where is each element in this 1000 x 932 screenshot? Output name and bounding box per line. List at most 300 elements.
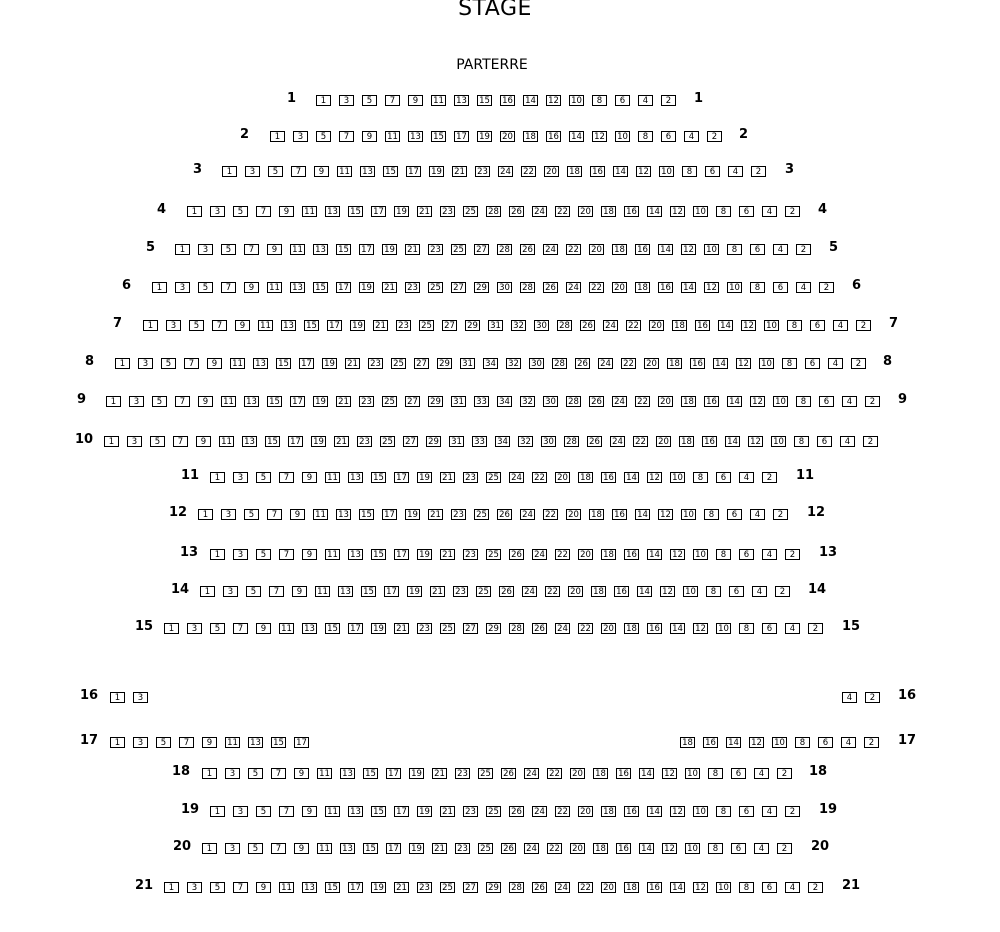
seat[interactable]: 9 [302, 549, 317, 560]
seat[interactable]: 25 [486, 806, 501, 817]
seat[interactable]: 10 [569, 95, 584, 106]
seat[interactable]: 23 [455, 843, 470, 854]
seat[interactable]: 30 [529, 358, 544, 369]
seat[interactable]: 14 [639, 768, 654, 779]
seat[interactable]: 24 [555, 623, 570, 634]
seat[interactable]: 16 [601, 472, 616, 483]
seat[interactable]: 11 [219, 436, 234, 447]
seat[interactable]: 2 [851, 358, 866, 369]
seat[interactable]: 12 [681, 244, 696, 255]
seat[interactable]: 18 [593, 843, 608, 854]
seat[interactable]: 8 [682, 166, 697, 177]
seat[interactable]: 19 [477, 131, 492, 142]
seat[interactable]: 15 [325, 882, 340, 893]
seat[interactable]: 13 [242, 436, 257, 447]
seat[interactable]: 4 [842, 396, 857, 407]
seat[interactable]: 10 [716, 623, 731, 634]
seat[interactable]: 8 [708, 768, 723, 779]
seat[interactable]: 4 [739, 472, 754, 483]
seat[interactable]: 15 [276, 358, 291, 369]
seat[interactable]: 23 [359, 396, 374, 407]
seat[interactable]: 1 [164, 623, 179, 634]
seat[interactable]: 2 [751, 166, 766, 177]
seat[interactable]: 23 [405, 282, 420, 293]
seat[interactable]: 23 [368, 358, 383, 369]
seat[interactable]: 3 [233, 549, 248, 560]
seat[interactable]: 9 [235, 320, 250, 331]
seat[interactable]: 19 [405, 509, 420, 520]
seat[interactable]: 4 [828, 358, 843, 369]
seat[interactable]: 25 [440, 623, 455, 634]
seat[interactable]: 31 [449, 436, 464, 447]
seat[interactable]: 22 [635, 396, 650, 407]
seat[interactable]: 18 [680, 737, 695, 748]
seat[interactable]: 5 [268, 166, 283, 177]
seat[interactable]: 12 [741, 320, 756, 331]
seat[interactable]: 2 [796, 244, 811, 255]
seat[interactable]: 29 [474, 282, 489, 293]
seat[interactable]: 5 [316, 131, 331, 142]
seat[interactable]: 20 [555, 472, 570, 483]
seat[interactable]: 13 [454, 95, 469, 106]
seat[interactable]: 17 [359, 244, 374, 255]
seat[interactable]: 23 [455, 768, 470, 779]
seat[interactable]: 28 [509, 623, 524, 634]
seat[interactable]: 9 [207, 358, 222, 369]
seat[interactable]: 22 [578, 623, 593, 634]
seat[interactable]: 2 [762, 472, 777, 483]
seat[interactable]: 22 [626, 320, 641, 331]
seat[interactable]: 4 [754, 843, 769, 854]
seat[interactable]: 13 [302, 623, 317, 634]
seat[interactable]: 13 [338, 586, 353, 597]
seat[interactable]: 16 [703, 737, 718, 748]
seat[interactable]: 16 [614, 586, 629, 597]
seat[interactable]: 3 [223, 586, 238, 597]
seat[interactable]: 26 [587, 436, 602, 447]
seat[interactable]: 10 [693, 549, 708, 560]
seat[interactable]: 2 [785, 806, 800, 817]
seat[interactable]: 7 [175, 396, 190, 407]
seat[interactable]: 5 [233, 206, 248, 217]
seat[interactable]: 7 [271, 843, 286, 854]
seat[interactable]: 4 [841, 737, 856, 748]
seat[interactable]: 12 [592, 131, 607, 142]
seat[interactable]: 20 [568, 586, 583, 597]
seat[interactable]: 6 [727, 509, 742, 520]
seat[interactable]: 20 [578, 806, 593, 817]
seat[interactable]: 24 [524, 843, 539, 854]
seat[interactable]: 8 [716, 806, 731, 817]
seat[interactable]: 10 [693, 806, 708, 817]
seat[interactable]: 13 [253, 358, 268, 369]
seat[interactable]: 15 [361, 586, 376, 597]
seat[interactable]: 16 [702, 436, 717, 447]
seat[interactable]: 31 [488, 320, 503, 331]
seat[interactable]: 19 [311, 436, 326, 447]
seat[interactable]: 28 [557, 320, 572, 331]
seat[interactable]: 9 [292, 586, 307, 597]
seat[interactable]: 22 [547, 768, 562, 779]
seat[interactable]: 1 [187, 206, 202, 217]
seat[interactable]: 1 [210, 549, 225, 560]
seat[interactable]: 5 [244, 509, 259, 520]
seat[interactable]: 12 [546, 95, 561, 106]
seat[interactable]: 25 [419, 320, 434, 331]
seat[interactable]: 24 [532, 549, 547, 560]
seat[interactable]: 20 [649, 320, 664, 331]
seat[interactable]: 30 [497, 282, 512, 293]
seat[interactable]: 13 [340, 768, 355, 779]
seat[interactable]: 18 [578, 472, 593, 483]
seat[interactable]: 5 [210, 882, 225, 893]
seat[interactable]: 10 [615, 131, 630, 142]
seat[interactable]: 20 [658, 396, 673, 407]
seat[interactable]: 2 [777, 843, 792, 854]
seat[interactable]: 6 [739, 806, 754, 817]
seat[interactable]: 11 [337, 166, 352, 177]
seat[interactable]: 16 [616, 768, 631, 779]
seat[interactable]: 8 [727, 244, 742, 255]
seat[interactable]: 13 [325, 206, 340, 217]
seat[interactable]: 5 [248, 843, 263, 854]
seat[interactable]: 18 [589, 509, 604, 520]
seat[interactable]: 9 [198, 396, 213, 407]
seat[interactable]: 25 [476, 586, 491, 597]
seat[interactable]: 5 [152, 396, 167, 407]
seat[interactable]: 6 [731, 843, 746, 854]
seat[interactable]: 23 [396, 320, 411, 331]
seat[interactable]: 24 [610, 436, 625, 447]
seat[interactable]: 15 [304, 320, 319, 331]
seat[interactable]: 23 [417, 623, 432, 634]
seat[interactable]: 16 [616, 843, 631, 854]
seat[interactable]: 3 [138, 358, 153, 369]
seat[interactable]: 26 [509, 206, 524, 217]
seat[interactable]: 16 [635, 244, 650, 255]
seat[interactable]: 4 [842, 692, 857, 703]
seat[interactable]: 11 [290, 244, 305, 255]
seat[interactable]: 10 [727, 282, 742, 293]
seat[interactable]: 13 [248, 737, 263, 748]
seat[interactable]: 7 [279, 472, 294, 483]
seat[interactable]: 20 [644, 358, 659, 369]
seat[interactable]: 13 [348, 549, 363, 560]
seat[interactable]: 18 [523, 131, 538, 142]
seat[interactable]: 3 [187, 882, 202, 893]
seat[interactable]: 20 [566, 509, 581, 520]
seat[interactable]: 6 [739, 206, 754, 217]
seat[interactable]: 4 [750, 509, 765, 520]
seat[interactable]: 7 [256, 206, 271, 217]
seat[interactable]: 4 [638, 95, 653, 106]
seat[interactable]: 10 [693, 206, 708, 217]
seat[interactable]: 7 [267, 509, 282, 520]
seat[interactable]: 26 [532, 623, 547, 634]
seat[interactable]: 1 [270, 131, 285, 142]
seat[interactable]: 23 [451, 509, 466, 520]
seat[interactable]: 14 [718, 320, 733, 331]
seat[interactable]: 17 [299, 358, 314, 369]
seat[interactable]: 17 [394, 549, 409, 560]
seat[interactable]: 7 [279, 549, 294, 560]
seat[interactable]: 16 [546, 131, 561, 142]
seat[interactable]: 6 [731, 768, 746, 779]
seat[interactable]: 13 [336, 509, 351, 520]
seat[interactable]: 21 [452, 166, 467, 177]
seat[interactable]: 29 [486, 882, 501, 893]
seat[interactable]: 1 [198, 509, 213, 520]
seat[interactable]: 15 [348, 206, 363, 217]
seat[interactable]: 7 [339, 131, 354, 142]
seat[interactable]: 27 [451, 282, 466, 293]
seat[interactable]: 8 [794, 436, 809, 447]
seat[interactable]: 21 [345, 358, 360, 369]
seat[interactable]: 12 [670, 549, 685, 560]
seat[interactable]: 2 [707, 131, 722, 142]
seat[interactable]: 1 [106, 396, 121, 407]
seat[interactable]: 3 [198, 244, 213, 255]
seat[interactable]: 21 [428, 509, 443, 520]
seat[interactable]: 12 [670, 206, 685, 217]
seat[interactable]: 27 [463, 623, 478, 634]
seat[interactable]: 15 [371, 549, 386, 560]
seat[interactable]: 28 [509, 882, 524, 893]
seat[interactable]: 3 [233, 806, 248, 817]
seat[interactable]: 10 [772, 737, 787, 748]
seat[interactable]: 16 [690, 358, 705, 369]
seat[interactable]: 14 [670, 623, 685, 634]
seat[interactable]: 26 [499, 586, 514, 597]
seat[interactable]: 12 [693, 882, 708, 893]
seat[interactable]: 29 [486, 623, 501, 634]
seat[interactable]: 11 [317, 768, 332, 779]
seat[interactable]: 7 [221, 282, 236, 293]
seat[interactable]: 1 [104, 436, 119, 447]
seat[interactable]: 17 [288, 436, 303, 447]
seat[interactable]: 29 [465, 320, 480, 331]
seat[interactable]: 17 [336, 282, 351, 293]
seat[interactable]: 22 [555, 806, 570, 817]
seat[interactable]: 18 [593, 768, 608, 779]
seat[interactable]: 9 [244, 282, 259, 293]
seat[interactable]: 14 [713, 358, 728, 369]
seat[interactable]: 21 [405, 244, 420, 255]
seat[interactable]: 13 [360, 166, 375, 177]
seat[interactable]: 25 [474, 509, 489, 520]
seat[interactable]: 11 [325, 806, 340, 817]
seat[interactable]: 17 [386, 843, 401, 854]
seat[interactable]: 14 [635, 509, 650, 520]
seat[interactable]: 27 [405, 396, 420, 407]
seat[interactable]: 24 [543, 244, 558, 255]
seat[interactable]: 16 [704, 396, 719, 407]
seat[interactable]: 15 [383, 166, 398, 177]
seat[interactable]: 17 [406, 166, 421, 177]
seat[interactable]: 13 [348, 806, 363, 817]
seat[interactable]: 20 [601, 623, 616, 634]
seat[interactable]: 12 [749, 737, 764, 748]
seat[interactable]: 21 [440, 472, 455, 483]
seat[interactable]: 26 [509, 549, 524, 560]
seat[interactable]: 8 [795, 737, 810, 748]
seat[interactable]: 28 [520, 282, 535, 293]
seat[interactable]: 18 [567, 166, 582, 177]
seat[interactable]: 34 [483, 358, 498, 369]
seat[interactable]: 26 [497, 509, 512, 520]
seat[interactable]: 23 [463, 549, 478, 560]
seat[interactable]: 18 [681, 396, 696, 407]
seat[interactable]: 7 [179, 737, 194, 748]
seat[interactable]: 15 [325, 623, 340, 634]
seat[interactable]: 15 [363, 768, 378, 779]
seat[interactable]: 22 [566, 244, 581, 255]
seat[interactable]: 3 [175, 282, 190, 293]
seat[interactable]: 19 [313, 396, 328, 407]
seat[interactable]: 7 [173, 436, 188, 447]
seat[interactable]: 26 [520, 244, 535, 255]
seat[interactable]: 18 [601, 806, 616, 817]
seat[interactable]: 1 [175, 244, 190, 255]
seat[interactable]: 11 [315, 586, 330, 597]
seat[interactable]: 2 [773, 509, 788, 520]
seat[interactable]: 25 [382, 396, 397, 407]
seat[interactable]: 19 [409, 843, 424, 854]
seat[interactable]: 15 [371, 806, 386, 817]
seat[interactable]: 11 [385, 131, 400, 142]
seat[interactable]: 6 [750, 244, 765, 255]
seat[interactable]: 12 [660, 586, 675, 597]
seat[interactable]: 12 [658, 509, 673, 520]
seat[interactable]: 25 [391, 358, 406, 369]
seat[interactable]: 9 [279, 206, 294, 217]
seat[interactable]: 32 [518, 436, 533, 447]
seat[interactable]: 16 [624, 549, 639, 560]
seat[interactable]: 3 [127, 436, 142, 447]
seat[interactable]: 32 [506, 358, 521, 369]
seat[interactable]: 10 [683, 586, 698, 597]
seat[interactable]: 12 [662, 768, 677, 779]
seat[interactable]: 25 [486, 549, 501, 560]
seat[interactable]: 22 [547, 843, 562, 854]
seat[interactable]: 3 [133, 737, 148, 748]
seat[interactable]: 5 [189, 320, 204, 331]
seat[interactable]: 24 [532, 806, 547, 817]
seat[interactable]: 7 [233, 623, 248, 634]
seat[interactable]: 29 [437, 358, 452, 369]
seat[interactable]: 6 [818, 737, 833, 748]
seat[interactable]: 24 [555, 882, 570, 893]
seat[interactable]: 28 [486, 206, 501, 217]
seat[interactable]: 34 [497, 396, 512, 407]
seat[interactable]: 24 [532, 206, 547, 217]
seat[interactable]: 10 [685, 843, 700, 854]
seat[interactable]: 24 [566, 282, 581, 293]
seat[interactable]: 7 [271, 768, 286, 779]
seat[interactable]: 17 [294, 737, 309, 748]
seat[interactable]: 19 [382, 244, 397, 255]
seat[interactable]: 4 [752, 586, 767, 597]
seat[interactable]: 11 [317, 843, 332, 854]
seat[interactable]: 18 [624, 882, 639, 893]
seat[interactable]: 11 [279, 882, 294, 893]
seat[interactable]: 20 [601, 882, 616, 893]
seat[interactable]: 4 [840, 436, 855, 447]
seat[interactable]: 21 [432, 768, 447, 779]
seat[interactable]: 21 [382, 282, 397, 293]
seat[interactable]: 14 [523, 95, 538, 106]
seat[interactable]: 4 [796, 282, 811, 293]
seat[interactable]: 1 [316, 95, 331, 106]
seat[interactable]: 8 [592, 95, 607, 106]
seat[interactable]: 17 [454, 131, 469, 142]
seat[interactable]: 23 [453, 586, 468, 597]
seat[interactable]: 17 [394, 806, 409, 817]
seat[interactable]: 13 [244, 396, 259, 407]
seat[interactable]: 1 [164, 882, 179, 893]
seat[interactable]: 2 [775, 586, 790, 597]
seat[interactable]: 8 [638, 131, 653, 142]
seat[interactable]: 14 [569, 131, 584, 142]
seat[interactable]: 16 [590, 166, 605, 177]
seat[interactable]: 10 [685, 768, 700, 779]
seat[interactable]: 26 [589, 396, 604, 407]
seat[interactable]: 21 [373, 320, 388, 331]
seat[interactable]: 2 [865, 692, 880, 703]
seat[interactable]: 4 [833, 320, 848, 331]
seat[interactable]: 17 [371, 206, 386, 217]
seat[interactable]: 25 [486, 472, 501, 483]
seat[interactable]: 28 [564, 436, 579, 447]
seat[interactable]: 9 [267, 244, 282, 255]
seat[interactable]: 11 [230, 358, 245, 369]
seat[interactable]: 4 [785, 882, 800, 893]
seat[interactable]: 6 [805, 358, 820, 369]
seat[interactable]: 2 [785, 549, 800, 560]
seat[interactable]: 22 [521, 166, 536, 177]
seat[interactable]: 6 [810, 320, 825, 331]
seat[interactable]: 8 [708, 843, 723, 854]
seat[interactable]: 20 [578, 206, 593, 217]
seat[interactable]: 12 [636, 166, 651, 177]
seat[interactable]: 3 [293, 131, 308, 142]
seat[interactable]: 28 [552, 358, 567, 369]
seat[interactable]: 3 [245, 166, 260, 177]
seat[interactable]: 30 [543, 396, 558, 407]
seat[interactable]: 15 [313, 282, 328, 293]
seat[interactable]: 17 [290, 396, 305, 407]
seat[interactable]: 22 [545, 586, 560, 597]
seat[interactable]: 14 [639, 843, 654, 854]
seat[interactable]: 33 [472, 436, 487, 447]
seat[interactable]: 9 [302, 806, 317, 817]
seat[interactable]: 5 [362, 95, 377, 106]
seat[interactable]: 20 [656, 436, 671, 447]
seat[interactable]: 14 [647, 549, 662, 560]
seat[interactable]: 32 [520, 396, 535, 407]
seat[interactable]: 10 [764, 320, 779, 331]
seat[interactable]: 2 [808, 882, 823, 893]
seat[interactable]: 10 [716, 882, 731, 893]
seat[interactable]: 25 [380, 436, 395, 447]
seat[interactable]: 24 [498, 166, 513, 177]
seat[interactable]: 20 [570, 843, 585, 854]
seat[interactable]: 6 [762, 623, 777, 634]
seat[interactable]: 1 [143, 320, 158, 331]
seat[interactable]: 9 [408, 95, 423, 106]
seat[interactable]: 8 [782, 358, 797, 369]
seat[interactable]: 19 [322, 358, 337, 369]
